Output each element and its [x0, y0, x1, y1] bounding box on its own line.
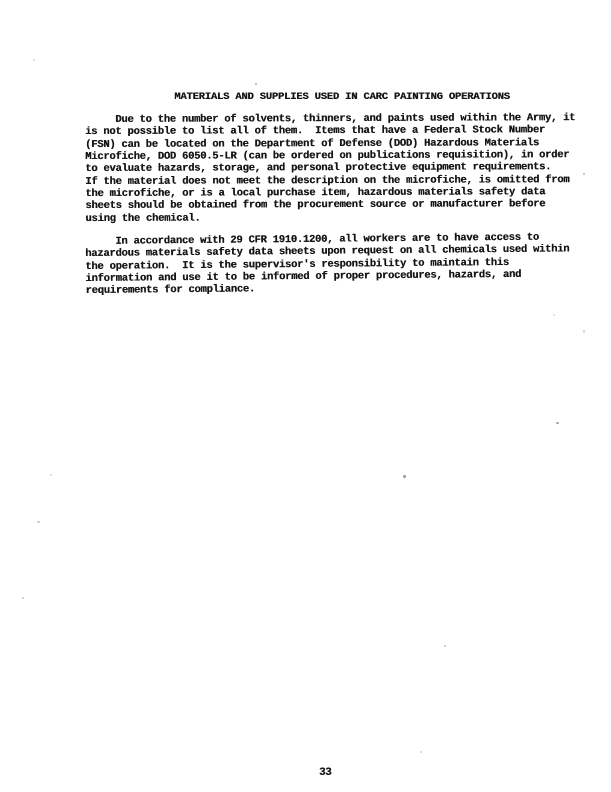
scan-speck — [444, 645, 446, 647]
text-line: (FSN) can be located on the Department of Defense (DOD) Hazardous Materials — [85, 137, 539, 151]
scan-speck — [583, 173, 585, 175]
text-line: Microfiche, DOD 6050.5-LR (can be ordered on publications requisition), in order — [85, 149, 570, 164]
scan-speck — [50, 474, 52, 476]
text-line: Due to the number of solvents, thinners, and paints used within the Army, it — [85, 112, 576, 127]
paragraph-2 — [85, 231, 600, 298]
text-line: sheets should be obtained from the procurement source or manufacturer before — [85, 198, 546, 213]
text-line: using the chemical. — [85, 212, 201, 225]
scan-speck — [583, 330, 585, 333]
page-number: 33 — [319, 767, 332, 779]
scan-speck — [553, 314, 555, 316]
text-line: is not possible to list all of them. Items that have a Federal Stock Number — [85, 124, 545, 139]
scan-speck — [37, 521, 40, 523]
text-line: the operation. It is the supervisor's responsibility to maintain this — [85, 256, 509, 273]
scan-speck — [420, 751, 422, 753]
scan-speck — [403, 475, 406, 478]
text-line: hazardous materials safety data sheets upon request on all chemicals used within — [85, 243, 570, 261]
text-line: If the material does not meet the description on the microfiche, is omitted from — [85, 174, 570, 188]
scan-speck — [556, 422, 559, 424]
text-line: the microfiche, or is a local purchase item, hazardous materials safety data — [85, 186, 546, 201]
text-line: information and use it to be informed of proper procedures, hazards, and — [85, 269, 522, 286]
page-title: MATERIALS AND SUPPLIES USED IN CARC PAINTING OPERATIONS — [174, 91, 510, 103]
text-line: In accordance with 29 CFR 1910.1200, all workers are to have access to — [85, 231, 539, 249]
document-content — [85, 91, 599, 298]
text-line: to evaluate hazards, storage, and personal protective equipment requirements. — [85, 161, 552, 176]
paragraph-1 — [85, 112, 599, 225]
scan-speck — [33, 59, 35, 61]
scan-speck — [22, 597, 24, 599]
scan-speck — [255, 83, 257, 85]
text-line: requirements for compliance. — [85, 283, 256, 298]
